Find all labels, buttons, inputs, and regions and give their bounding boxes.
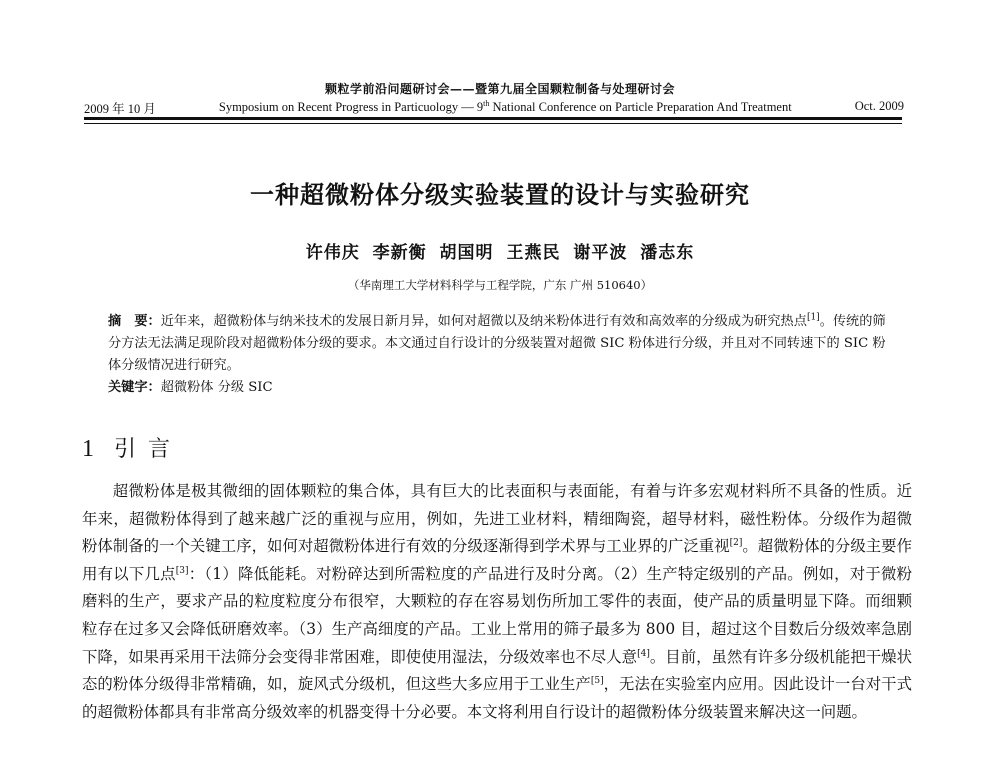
body-segment: 。超微粉体的分级主要作用有以下几点 (82, 537, 912, 583)
keywords-paragraph (108, 377, 898, 399)
keywords-label: 关键字： (108, 380, 161, 395)
citation-ref: [5] (590, 676, 604, 687)
citation-ref: [1] (806, 312, 820, 323)
conference-header-cn: 颗粒学前沿问题研讨会——暨第九届全国颗粒制备与处理研讨会 (324, 82, 675, 96)
body-paragraph (82, 478, 912, 726)
section-title: 引言 (114, 437, 183, 462)
conference-header-en (84, 99, 904, 117)
abstract-paragraph (108, 311, 898, 377)
header-symposium-part-a: Symposium on Recent Progress in Particuology — 9 (218, 100, 484, 115)
body-segment: 超微粉体是极其微细的固体颗粒的集合体，具有巨大的比表面积与表面能，有着与许多宏观材料所不具备的性质。近年来，超微粉体得到了越来越广泛的重视与应用，例如，先进工业材料，精细陶瓷，超导材料，磁性粉体。分级作为超微粉体制备的一个关键工序，如何对超微粉体进行有效的分级逐渐得到学术界与工业界的广泛重视 (82, 482, 912, 556)
citation-ref: [2] (729, 538, 743, 549)
header-rule-thick (84, 117, 902, 120)
paper-title: 一种超微粉体分级实验装置的设计与实验研究 (250, 180, 750, 209)
body-segment: ：（1）降低能耗。对粉碎达到所需粒度的产品进行及时分离。（2）生产特定级别的产品。例如，对于微粉磨料的生产，要求产品的粒度粒度分布很窄，大颗粒的存在容易划伤所加工零件的表面，使产品的质量明显下降。而细颗粒存在过多又会降低研磨效率。（3）生产高细度的产品。工业上常用的筛子最多为 800 目，超过这个目数后分级效率急剧下降，如果再采用干法筛分会变得非常困难，即使使用湿法，分级效率也不尽人意 (82, 564, 912, 666)
body-segment: ，无法在实验室内应用。因此设计一台对干式的超微粉体都具有非常高分级效率的机器变得十分必要。本文将利用自行设计的超微粉体分级装置来解决这一问题。 (82, 675, 912, 721)
section-heading (82, 432, 182, 463)
header-symposium-part-b: National Conference on Particle Preparation And Treatment (489, 100, 792, 115)
header-date-en: Oct. 2009 (854, 99, 904, 113)
header-symposium-en (219, 99, 792, 117)
body-segment: 。目前，虽然有许多分级机能把干燥状态的粉体分级得非常精确，如，旋风式分级机，但这些大多应用于工业生产 (82, 647, 912, 694)
section-number: 1 (82, 436, 94, 462)
citation-ref: [3] (175, 565, 189, 576)
body-text (82, 478, 912, 726)
header-rule-thin (84, 123, 902, 124)
abstract-block (108, 311, 898, 399)
abstract-text-a: 近年来，超微粉体与纳米技术的发展日新月异，如何对超微以及纳米粉体进行有效和高效率的分级成为研究热点 (160, 314, 807, 329)
paper-affiliation: （华南理工大学材料科学与工程学院，广东 广州 510640） (347, 278, 653, 292)
abstract-label: 摘 要： (108, 314, 161, 329)
citation-ref: [4] (637, 648, 650, 659)
paper-authors: 许伟庆 李新衡 胡国明 王燕民 谢平波 潘志东 (305, 243, 695, 263)
header-symposium-sup: th (483, 99, 490, 108)
keywords-text: 超微粉体 分级 SIC (160, 380, 273, 395)
abstract-text-b: 。传统的筛分方法无法满足现阶段对超微粉体分级的要求。本文通过自行设计的分级装置对超微 SIC 粉体进行分级，并且对不同转速下的 SIC 粉体分级情况进行研究。 (108, 314, 886, 373)
header-date-cn: 2009 年 10 月 (84, 102, 156, 116)
